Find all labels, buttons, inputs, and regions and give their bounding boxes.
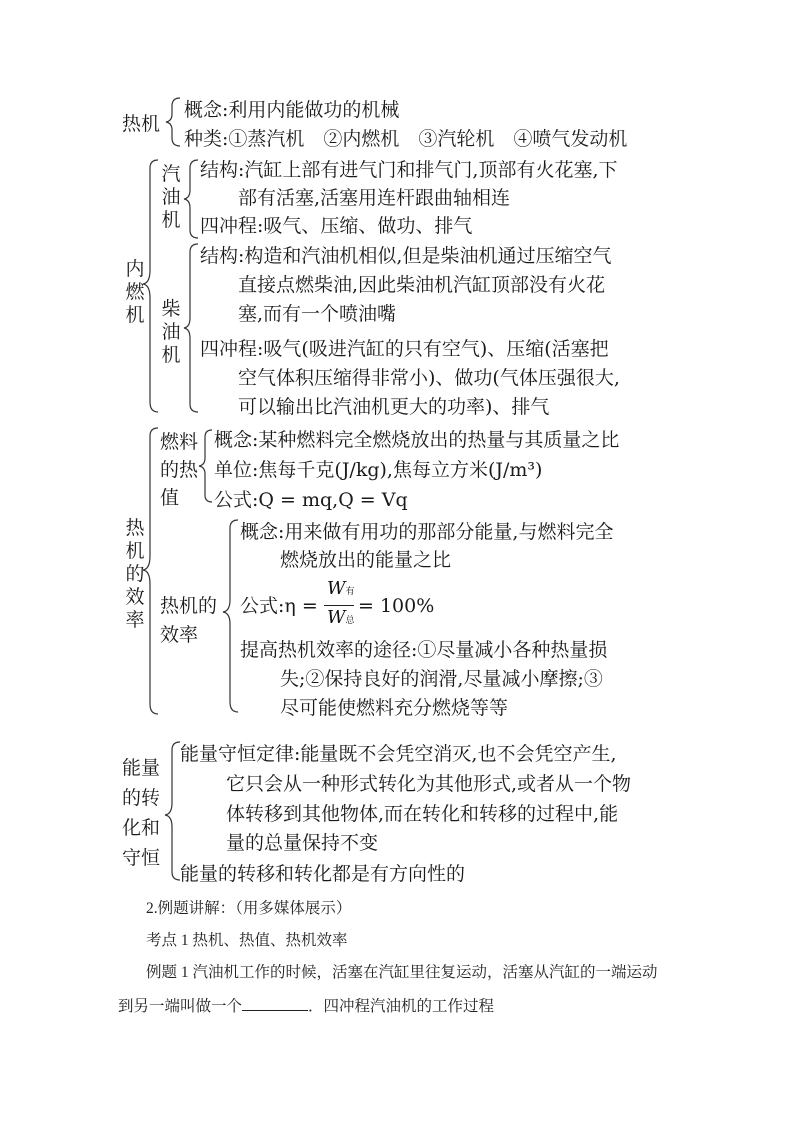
efficiency-ways-line-3: 尽可能使燃料充分燃烧等等 (280, 697, 509, 719)
denominator-subscript: 总 (345, 616, 355, 626)
example-1-line-2-start: 到另一端叫做一个 (118, 998, 243, 1015)
diesel-structure-line-2: 直接点燃柴油,因此柴油机汽缸顶部没有火花 (238, 274, 606, 296)
efficiency-concept-line-1: 概念:用来做有用功的那部分能量,与燃料完全 (240, 521, 614, 543)
energy-direction: 能量的转移和转化都是有方向性的 (180, 863, 466, 885)
gasoline-structure-line-2: 部有活塞,活塞用连杆跟曲轴相连 (238, 187, 511, 209)
numerator-symbol: W (327, 578, 346, 599)
diesel-structure-line-1: 结构:构造和汽油机相似,但是柴油机通过压缩空气 (200, 245, 612, 267)
efficiency-label-line-2: 效率 (160, 624, 199, 646)
example-1-line-1: 例题 1 汽油机工作的时候，活塞在汽缸里往复运动，活塞从汽缸的一端运动 (146, 964, 658, 981)
efficiency-concept-line-2: 燃烧放出的能量之比 (280, 549, 452, 571)
efficiency-ways-line-2: 失;②保持良好的润滑,尽量减小摩擦;③ (280, 668, 603, 690)
efficiency-label-line-1: 热机的 (160, 595, 218, 617)
eff-char-3: 的 (125, 563, 145, 585)
diesel-char-1: 柴 (161, 298, 181, 320)
heat-engine-label: 热机 (122, 113, 161, 135)
energy-law-line-1: 能量守恒定律:能量既不会凭空消灭,也不会凭空产生, (180, 743, 617, 765)
energy-law-line-3: 体转移到其他物体,而在转化和转移的过程中,能 (226, 803, 619, 825)
fuel-value-label-line-2: 的热 (160, 459, 199, 481)
efficiency-ways-line-1: 提高热机效率的途径:①尽量减小各种热量损 (240, 639, 608, 661)
diesel-char-2: 油 (161, 321, 181, 343)
energy-law-line-2: 它只会从一种形式转化为其他形式,或者从一个物 (226, 773, 632, 795)
denominator-symbol: W (327, 607, 346, 628)
diesel-char-3: 机 (161, 344, 181, 366)
example-heading: 2.例题讲解：（用多媒体展示） (146, 900, 352, 917)
efficiency-formula-prefix: 公式:η = (240, 595, 318, 617)
answer-blank[interactable] (242, 994, 308, 1011)
eff-char-1: 热 (125, 517, 145, 539)
eff-char-4: 效 (125, 586, 145, 608)
example-1-line-2 (118, 994, 494, 1018)
diesel-strokes-line-2: 空气体积压缩得非常小)、做功(气体压强很大, (238, 367, 620, 389)
eff-char-5: 率 (125, 609, 145, 631)
fuel-value-label-line-1: 燃料 (160, 431, 199, 453)
example-1-line-2-end: ．四冲程汽油机的工作过程 (308, 998, 495, 1015)
gasoline-structure-line-1: 结构:汽缸上部有进气门和排气门,顶部有火花塞,下 (200, 159, 618, 181)
gas-char-2: 油 (161, 186, 181, 208)
kaodian-line: 考点 1 热机、热值、热机效率 (146, 932, 348, 949)
ice-char-3: 机 (125, 304, 145, 326)
gasoline-strokes: 四冲程:吸气、压缩、做功、排气 (200, 215, 473, 237)
diesel-structure-line-3: 塞,而有一个喷油嘴 (238, 303, 397, 325)
gas-char-1: 汽 (161, 163, 181, 185)
heat-engine-types: 种类:①蒸汽机 ②内燃机 ③汽轮机 ④喷气发动机 (184, 128, 628, 150)
numerator-subscript: 有 (345, 587, 355, 597)
energy-label-line-2: 的转 (122, 787, 161, 809)
fuel-value-formula: 公式:Q = mq,Q = Vq (214, 489, 408, 511)
energy-label-line-4: 守恒 (122, 847, 161, 869)
energy-law-line-4: 量的总量保持不变 (226, 832, 379, 854)
energy-label-line-1: 能量 (122, 757, 161, 779)
fuel-value-label-line-3: 值 (160, 487, 180, 509)
energy-label-line-3: 化和 (122, 817, 161, 839)
diesel-strokes-line-3: 可以输出比汽油机更大的功率)、排气 (238, 396, 550, 418)
fuel-value-unit: 单位:焦每千克(J/kg),焦每立方米(J/m³) (214, 459, 543, 481)
heat-engine-concept: 概念:利用内能做功的机械 (184, 99, 400, 121)
diesel-strokes-line-1: 四冲程:吸气(吸进汽缸的只有空气)、压缩(活塞把 (200, 338, 609, 360)
gas-char-3: 机 (161, 209, 181, 231)
ice-char-1: 内 (125, 258, 145, 280)
efficiency-formula-suffix: = 100% (358, 595, 435, 617)
fuel-value-concept: 概念:某种燃料完全燃烧放出的热量与其质量之比 (214, 429, 620, 451)
eff-char-2: 机 (125, 540, 145, 562)
ice-char-2: 燃 (125, 281, 145, 303)
